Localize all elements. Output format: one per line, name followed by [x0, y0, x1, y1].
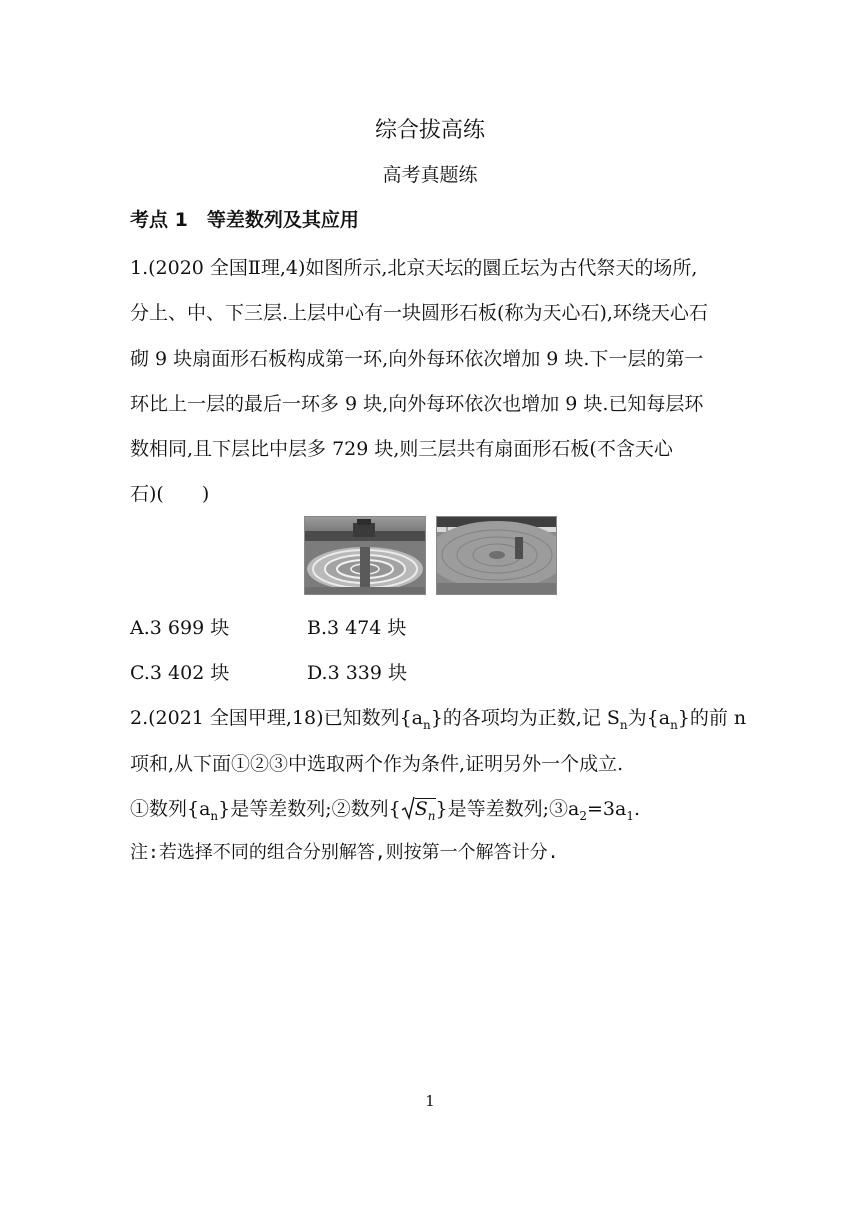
q2-note: 注:若选择不同的组合分别解答,则按第一个解答计分. — [130, 842, 559, 863]
radicand-subscript: n — [427, 808, 436, 823]
q1-line-1: 1.(2020 全国Ⅱ理,4)如图所示,北京天坛的圜丘坛为古代祭天的场所, — [130, 257, 698, 279]
q2-line-1 — [130, 703, 746, 732]
option-a: A.3 699 块 — [130, 617, 230, 639]
q2-line-3-part: . — [633, 798, 641, 820]
page-number: 1 — [425, 1092, 435, 1110]
q2-line-3-part: }是等差数列;②数列{ — [218, 798, 401, 820]
option-d: D.3 339 块 — [307, 662, 408, 684]
q2-subscript: n — [422, 717, 431, 732]
q2-line-2: 项和,从下面①②③中选取两个作为条件,证明另外一个成立. — [130, 753, 624, 775]
q2-line-3 — [130, 794, 640, 823]
q2-subscript: 1 — [626, 808, 634, 823]
square-root-expression — [401, 798, 436, 823]
q2-subscript: n — [210, 808, 219, 823]
q1-line-2: 分上、中、下三层.上层中心有一块圆形石板(称为天心石),环绕天心石 — [130, 302, 708, 324]
circular-mound-aerial-photo — [304, 516, 426, 595]
q2-subscript: n — [619, 717, 628, 732]
q1-line-4: 环比上一层的最后一环多 9 块,向外每环依次也增加 9 块.已知每层环 — [130, 393, 704, 415]
q2-line-1-part: }的各项均为正数,记 S — [430, 707, 620, 729]
q2-line-3-part: }是等差数列;③a — [435, 798, 580, 820]
q2-subscript: 2 — [579, 808, 587, 823]
q2-subscript: n — [670, 717, 678, 732]
heavenly-center-stone-photo — [436, 516, 557, 595]
q2-line-3-part: ①数列{a — [130, 798, 211, 820]
q1-line-3: 砌 9 块扇面形石板构成第一环,向外每环依次增加 9 块.下一层的第一 — [130, 348, 704, 370]
q2-line-1-part: 2.(2021 全国甲理,18)已知数列{a — [130, 707, 423, 729]
q2-line-3-part: =3a — [586, 798, 627, 820]
q1-line-6: 石)( ) — [130, 483, 210, 505]
section-heading: 考点 1 等差数列及其应用 — [130, 209, 359, 231]
radicand: S — [414, 798, 428, 820]
option-c: C.3 402 块 — [130, 662, 230, 684]
page-title: 综合拔高练 — [374, 118, 485, 143]
q1-line-5: 数相同,且下层比中层多 729 块,则三层共有扇面形石板(不含天心 — [130, 438, 673, 460]
q2-line-1-part: 为{a — [627, 707, 671, 729]
page-subtitle: 高考真题练 — [382, 164, 478, 186]
q2-line-1-part: }的前 n — [677, 707, 747, 729]
radical-sign-icon — [401, 796, 415, 820]
option-b: B.3 474 块 — [307, 617, 407, 639]
